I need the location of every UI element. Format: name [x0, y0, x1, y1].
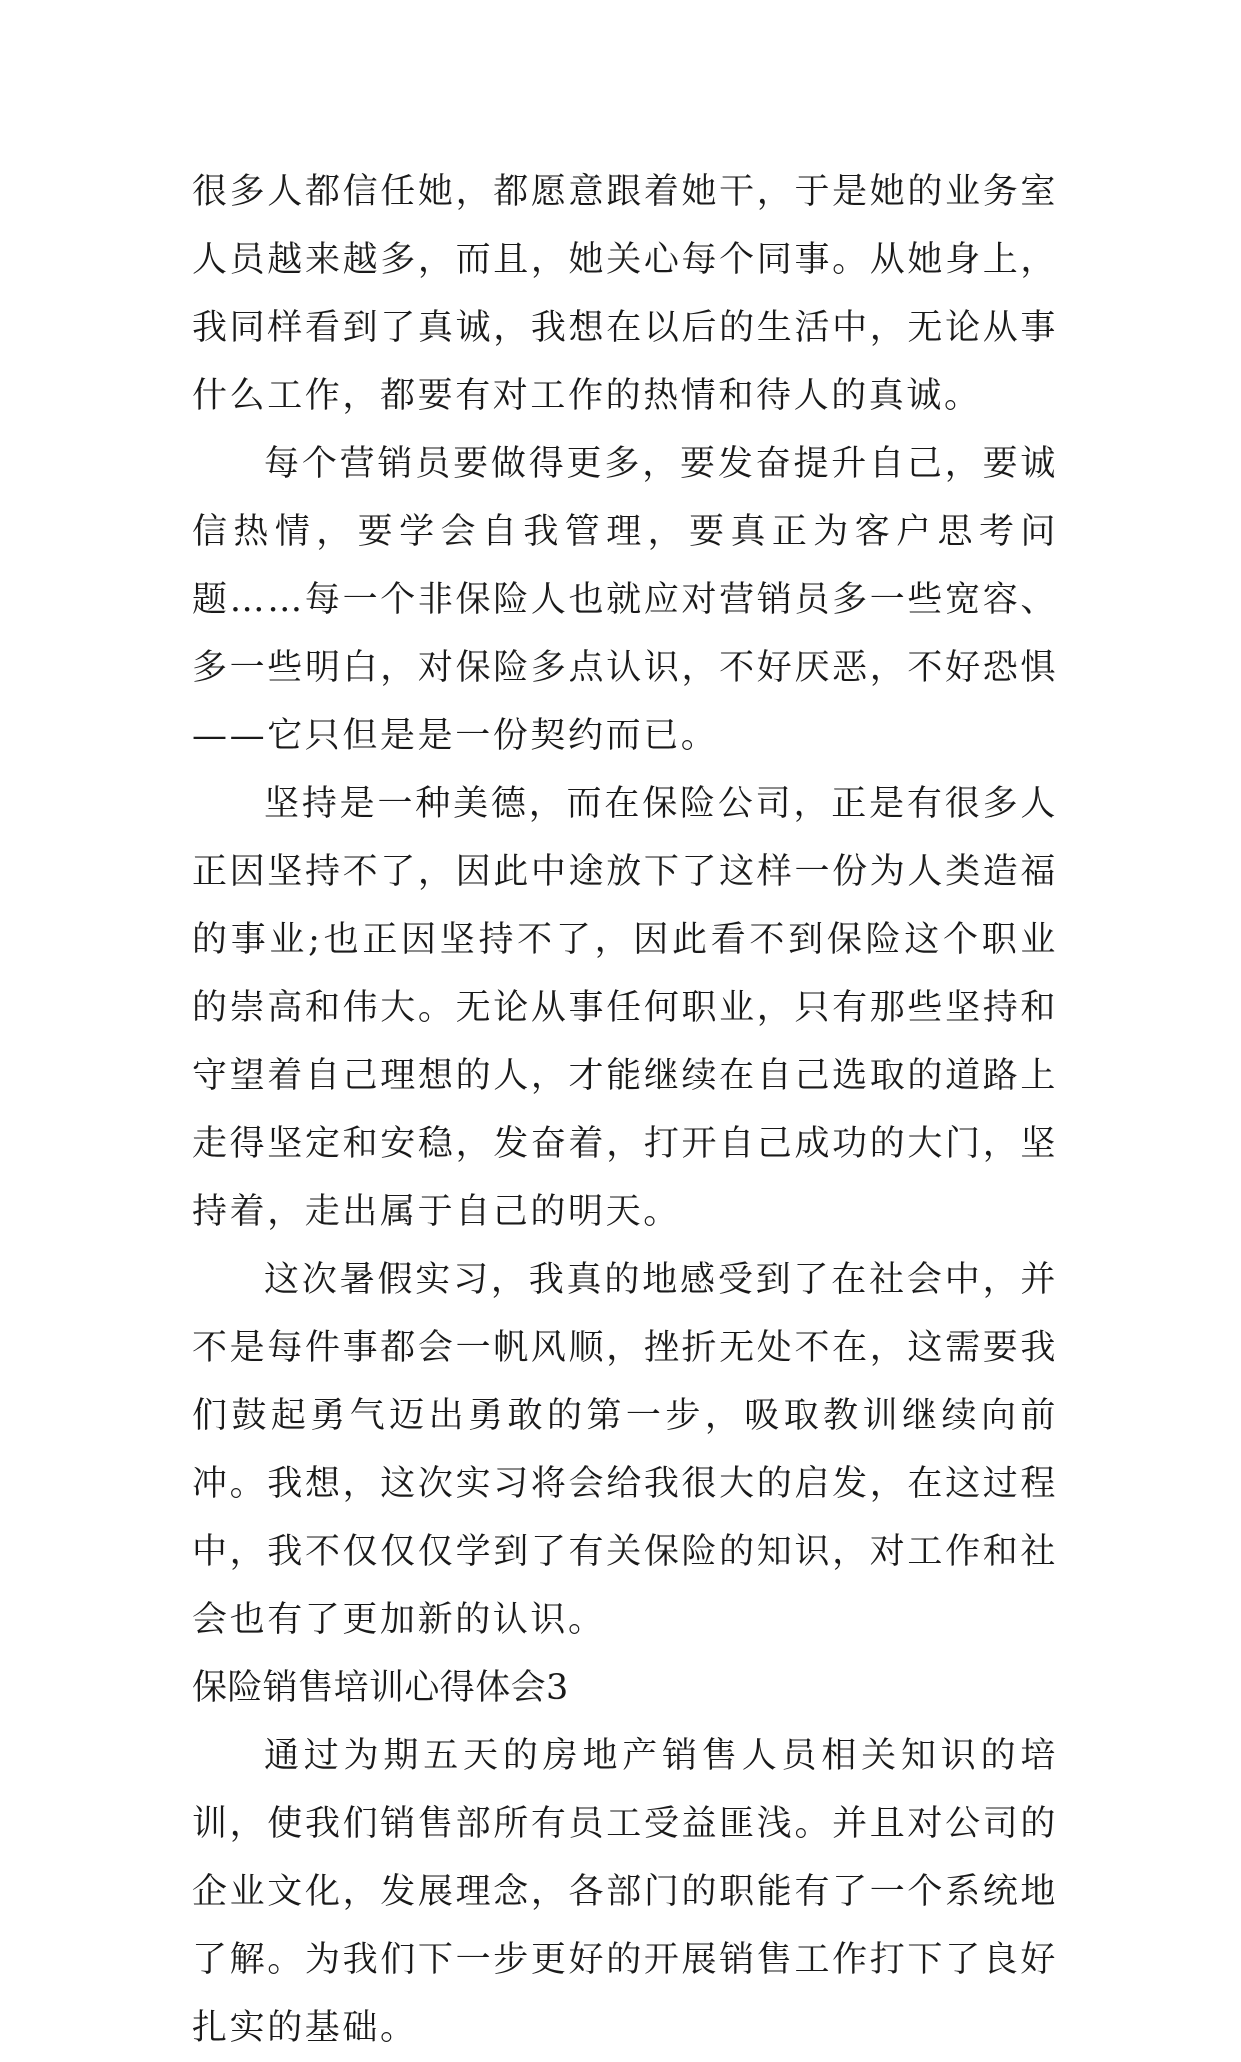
paragraph: 坚持是一种美德，而在保险公司，正是有很多人正因坚持不了，因此中途放下了这样一份为人类造福的事业;也正因坚持不了，因此看不到保险这个职业的崇高和伟大。无论从事任何职业，只有那些坚持和守望着自己理想的人，才能继续在自己选取的道路上走得坚定和安稳，发奋着，打开自己成功的大门，坚持着，走出属于自己的明天。 [192, 784, 1058, 1232]
paragraph: 这次暑假实习，我真的地感受到了在社会中，并不是每件事都会一帆风顺，挫折无处不在，这需要我们鼓起勇气迈出勇敢的第一步，吸取教训继续向前冲。我想，这次实习将会给我很大的启发，在这过程中，我不仅仅仅学到了有关保险的知识，对工作和社会也有了更加新的认识。 [192, 1260, 1058, 1640]
paragraph-continued: 很多人都信任她，都愿意跟着她干，于是她的业务室人员越来越多，而且，她关心每个同事。从她身上，我同样看到了真诚，我想在以后的生活中，无论从事什么工作，都要有对工作的热情和待人的真诚。 [192, 172, 1058, 416]
document-body [192, 158, 1058, 2062]
section-heading: 保险销售培训心得体会3 [192, 1668, 569, 1708]
paragraph: 每个营销员要做得更多，要发奋提升自己，要诚信热情，要学会自我管理，要真正为客户思考问题……每一个非保险人也就应对营销员多一些宽容、多一些明白，对保险多点认识，不好厌恶，不好恐惧——它只但是是一份契约而已。 [192, 444, 1058, 756]
paragraph: 通过为期五天的房地产销售人员相关知识的培训，使我们销售部所有员工受益匪浅。并且对公司的企业文化，发展理念，各部门的职能有了一个系统地了解。为我们下一步更好的开展销售工作打下了良好扎实的基础。 [192, 1736, 1058, 2048]
